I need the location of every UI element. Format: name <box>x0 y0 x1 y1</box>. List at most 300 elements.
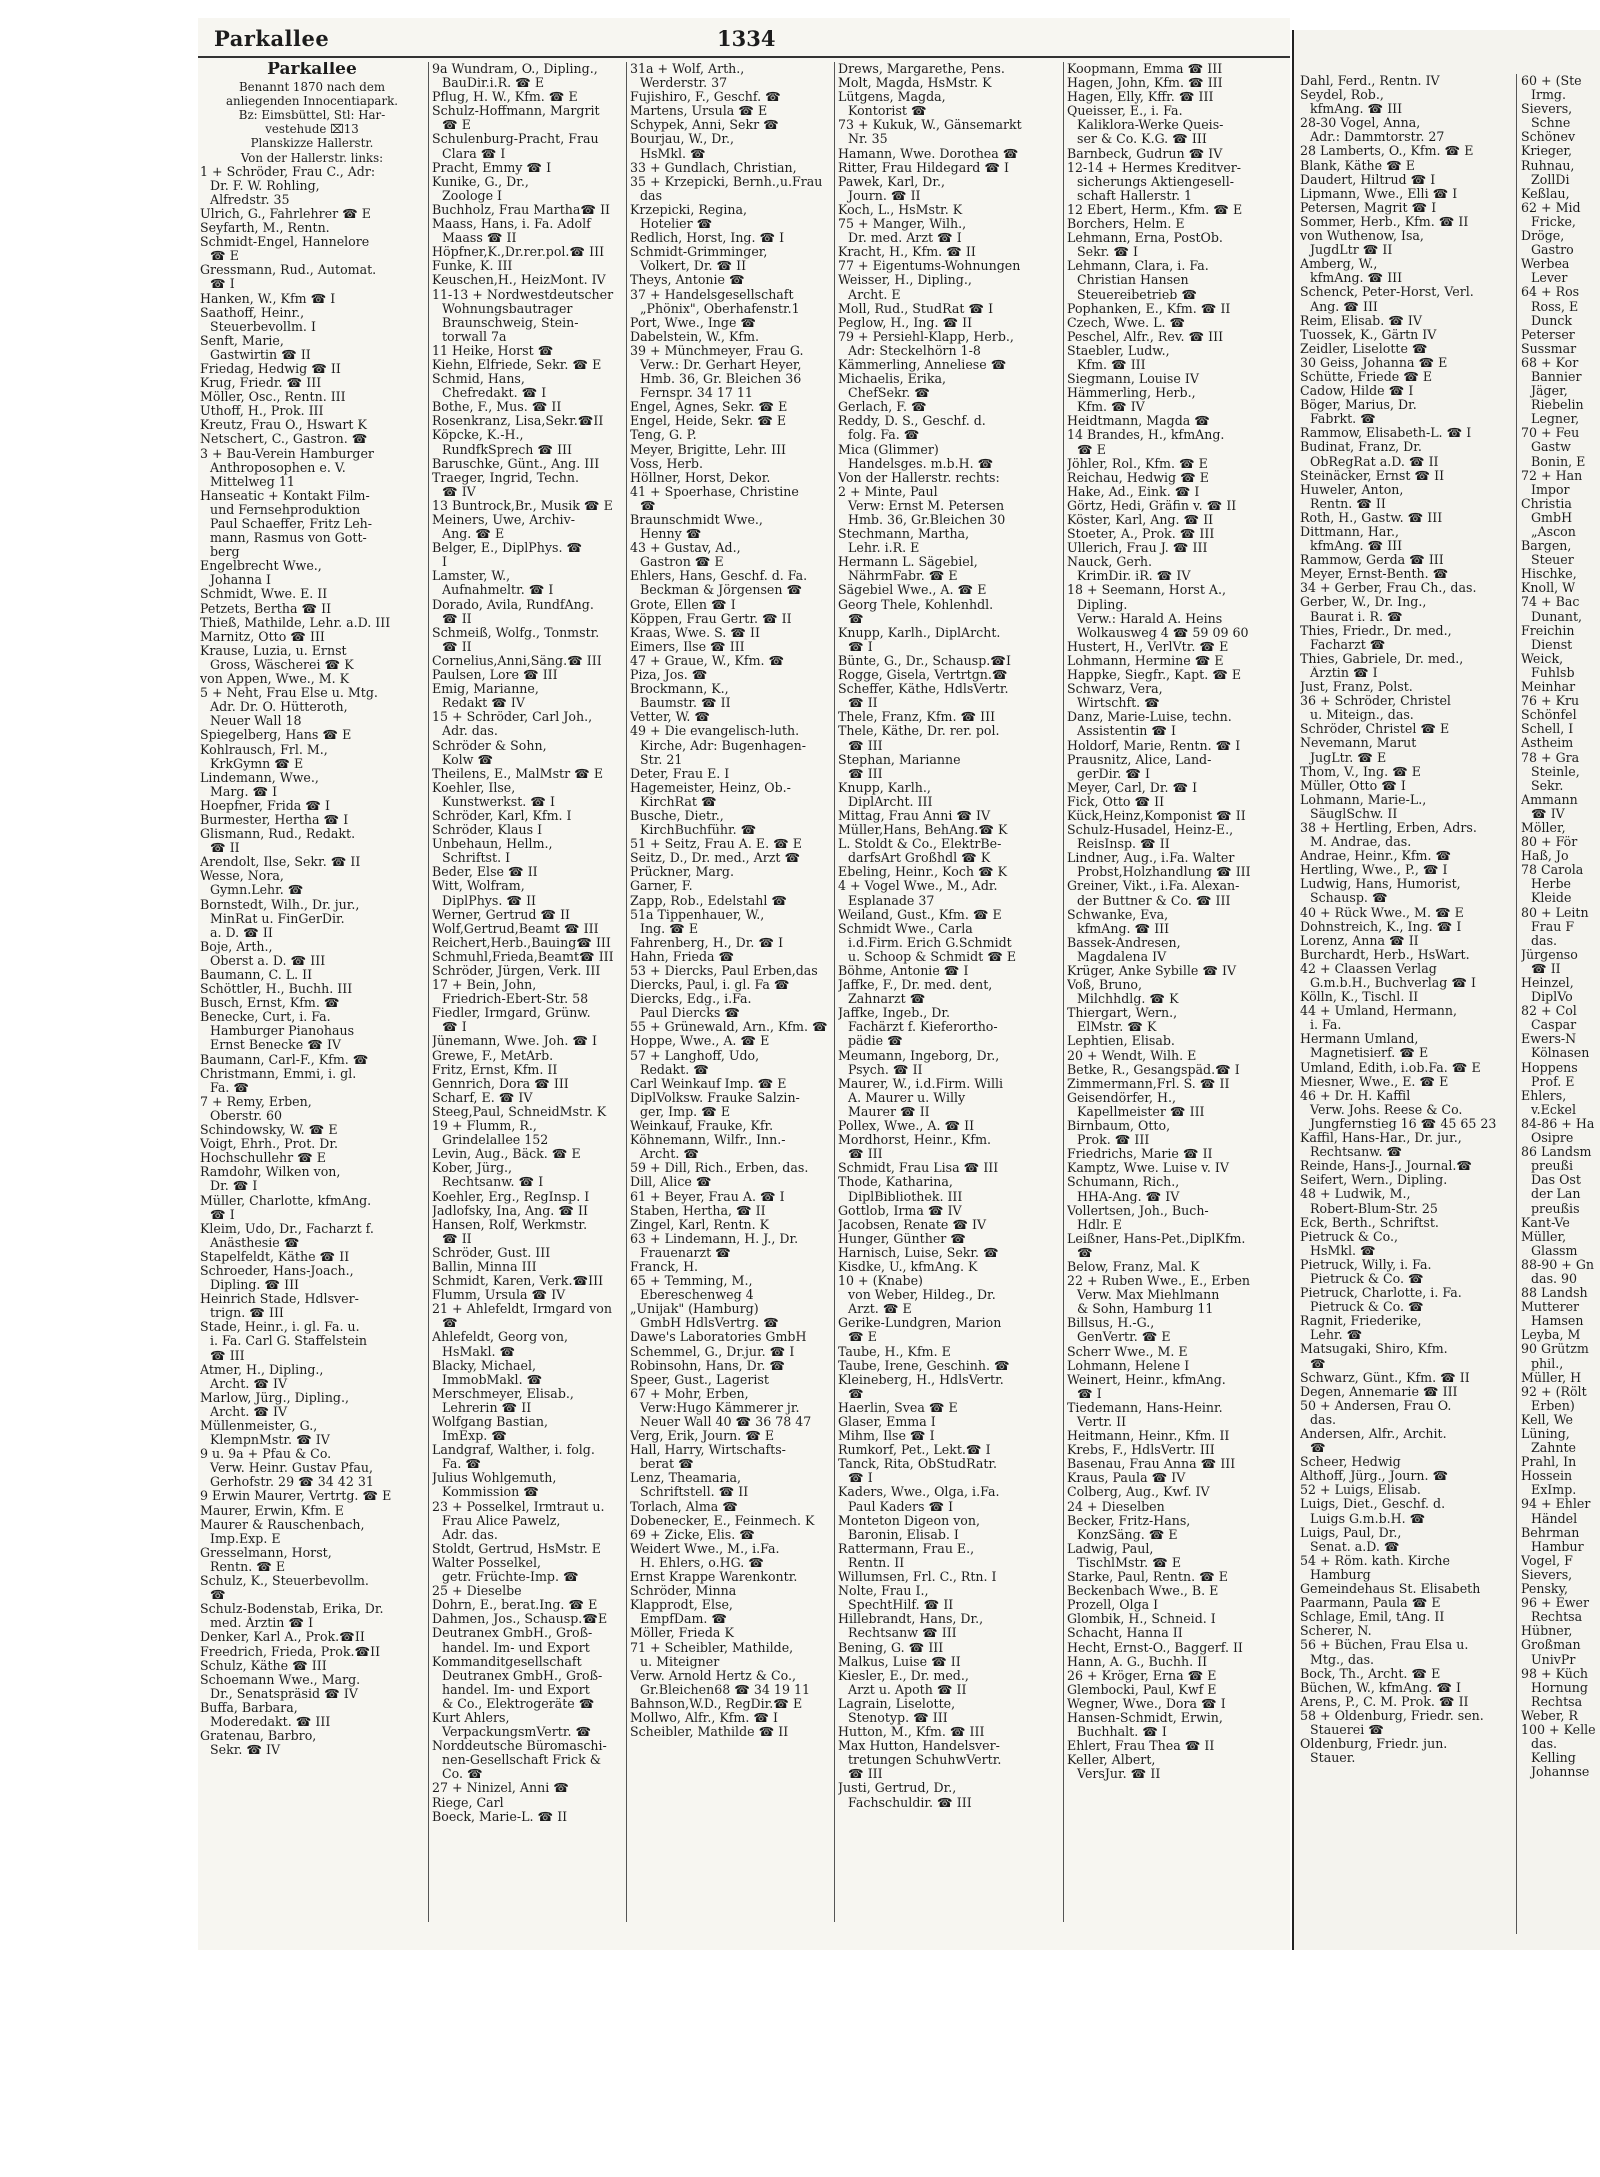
directory-entry: Hahn, Frieda ☎ <box>630 949 735 964</box>
directory-entry: Facharzt ☎ <box>1310 637 1386 652</box>
directory-entry: Maurer, Erwin, Kfm. E <box>200 1503 344 1518</box>
directory-entry: Queisser, E., i. Fa. <box>1067 104 1183 119</box>
directory-entry: Senat. a.D. ☎ <box>1310 1539 1400 1554</box>
directory-entry: Weisser, H., Dipling., <box>838 273 972 288</box>
directory-entry: Dahl, Ferd., Rentn. IV <box>1300 74 1440 88</box>
directory-entry: 65 + Temming, M., <box>630 1274 753 1289</box>
directory-entry: 39 + Münchmeyer, Frau G. <box>630 343 804 358</box>
directory-entry: Fricke, <box>1531 214 1576 229</box>
directory-entry: GenVertr. ☎ E <box>1077 1330 1171 1345</box>
directory-entry: ☎ III <box>848 738 883 753</box>
directory-entry: ☎ IV <box>442 484 476 499</box>
directory-entry: Schulenburg-Pracht, Frau <box>432 132 599 147</box>
directory-entry: Hansen, Rolf, Werkmstr. <box>432 1217 588 1232</box>
directory-entry: ☎ E <box>848 1330 877 1345</box>
directory-entry: von Appen, Wwe., M. K <box>200 672 350 687</box>
directory-entry: Knupp, Karlh., <box>838 780 931 795</box>
directory-entry: Kaders, Wwe., Olga, i.Fa. <box>838 1485 1000 1500</box>
directory-entry: Harnisch, Luise, Sekr. ☎ <box>838 1245 999 1260</box>
directory-entry: Prahl, In <box>1521 1455 1577 1470</box>
directory-entry: Das Ost <box>1531 1173 1581 1188</box>
directory-entry: Lohmann, Hermine ☎ E <box>1067 653 1224 668</box>
directory-entry: 7 + Remy, Erben, <box>200 1094 312 1109</box>
directory-entry: Fahrenberg, H., Dr. ☎ I <box>630 935 784 950</box>
column-7 <box>1521 74 1600 1949</box>
directory-entry: ☎ <box>640 498 656 513</box>
directory-entry: 19 + Flumm, R., <box>432 1119 537 1134</box>
directory-entry: Bannier <box>1531 369 1582 384</box>
directory-entry: Meyer, Brigitte, Lehr. III <box>630 442 787 457</box>
directory-entry: Kraas, Wwe. S. ☎ II <box>630 625 760 640</box>
directory-entry: 47 + Graue, W., Kfm. ☎ <box>630 653 785 668</box>
directory-entry: I <box>442 555 447 570</box>
directory-entry: Leißner, Hans-Pet.,DiplKfm. <box>1067 1231 1246 1246</box>
directory-entry: Kunike, G., Dr., <box>432 174 529 189</box>
directory-entry: HsMakl. ☎ <box>442 1344 516 1359</box>
directory-entry: ☎ II <box>1531 961 1561 976</box>
directory-entry: Prozell, Olga I <box>1067 1598 1159 1613</box>
directory-entry: Pollex, Wwe., A. ☎ II <box>838 1119 975 1134</box>
directory-entry: Engelbrecht Wwe., <box>200 559 322 574</box>
directory-entry: Dr. med. Arzt ☎ I <box>848 231 962 246</box>
directory-entry: 70 + Feu <box>1521 426 1580 441</box>
directory-entry: Ebeling, Heinr., Koch ☎ K <box>838 865 1008 880</box>
directory-entry: Birnbaum, Otto, <box>1067 1119 1171 1134</box>
directory-entry: GmbH <box>1531 510 1573 525</box>
directory-entry: Kurt Ahlers, <box>432 1710 510 1725</box>
directory-entry: Schöttler, H., Buchh. III <box>200 982 353 997</box>
directory-entry: Oberst a. D. ☎ III <box>210 953 326 968</box>
directory-entry: Gymn.Lehr. ☎ <box>210 883 304 898</box>
directory-entry: 84-86 + Ha <box>1521 1116 1595 1131</box>
directory-entry: Thies, Gabriele, Dr. med., <box>1300 651 1464 666</box>
directory-entry: Kleim, Udo, Dr., Facharzt f. <box>200 1221 374 1236</box>
directory-entry: Kunstwerkst. ☎ I <box>442 794 555 809</box>
directory-entry: Neuer Wall 18 <box>210 714 302 729</box>
directory-entry: Just, Franz, Polst. <box>1300 680 1413 695</box>
directory-entry: Reichert,Herb.,Bauing☎ III <box>432 935 611 950</box>
directory-entry: Senft, Marie, <box>200 333 284 348</box>
directory-entry: Co. ☎ <box>442 1767 483 1782</box>
directory-entry: getr. Früchte-Imp. ☎ <box>442 1570 579 1585</box>
directory-entry: Colberg, Aug., Kwf. IV <box>1067 1485 1210 1500</box>
directory-entry: 33 + Gundlach, Christian, <box>630 160 797 175</box>
directory-entry: ☎ II <box>210 841 240 856</box>
directory-entry: 69 + Zicke, Elis. ☎ <box>630 1527 755 1542</box>
directory-entry: Fachärzt f. Kieferortho- <box>848 1020 998 1035</box>
directory-entry: Dr. ☎ I <box>210 1179 258 1194</box>
directory-entry: 21 + Ahlefeldt, Irmgard von <box>432 1302 612 1317</box>
directory-entry: Kfm. ☎ III <box>1077 357 1146 372</box>
directory-entry: Ruhnau, <box>1521 158 1575 173</box>
directory-entry: Hagemeister, Heinz, Ob.- <box>630 780 791 795</box>
directory-entry: Gastw <box>1531 440 1571 455</box>
directory-entry: 49 + Die evangelisch-luth. <box>630 724 800 739</box>
directory-entry: 86 Landsm <box>1521 1145 1592 1160</box>
directory-entry: JugdLtr ☎ II <box>1310 243 1393 258</box>
directory-entry: Maurer ☎ II <box>848 1104 930 1119</box>
directory-entry: Kfm. ☎ IV <box>1077 400 1145 415</box>
directory-entry: Dittmann, Har., <box>1300 525 1400 539</box>
directory-entry: Fabrkt. ☎ <box>1310 412 1376 427</box>
directory-entry: sicherungs Aktiengesell- <box>1077 174 1234 189</box>
directory-entry: Magdalena IV <box>1077 949 1167 964</box>
directory-entry: 80 + För <box>1521 835 1578 850</box>
directory-entry: ☎ I <box>210 277 235 292</box>
directory-entry: Hann, A. G., Buchh. II <box>1067 1654 1208 1669</box>
directory-entry: Arens, P., C. M. Prok. ☎ II <box>1300 1694 1469 1709</box>
directory-entry: Verw.: Dr. Gerhart Heyer, <box>640 357 802 372</box>
directory-entry: Anästhesie ☎ <box>210 1235 300 1250</box>
directory-entry: 2 + Minte, Paul <box>838 484 938 499</box>
directory-entry: Vogel, F <box>1521 1553 1573 1568</box>
directory-entry: ☎ I <box>442 1020 467 1035</box>
directory-entry: Stoeter, A., Prok. ☎ III <box>1067 527 1215 542</box>
directory-entry: ☎ <box>848 1386 864 1401</box>
directory-entry: Arzt u. Apoth ☎ II <box>848 1682 967 1697</box>
directory-entry: M. Andrae, das. <box>1310 835 1412 850</box>
directory-entry: Zoologe I <box>442 188 503 203</box>
directory-entry: L. Stoldt & Co., ElektrBe- <box>838 837 1002 852</box>
directory-entry: Klapprodt, Else, <box>630 1598 733 1613</box>
directory-entry: Steinle, <box>1531 764 1580 779</box>
directory-entry: 9 Erwin Maurer, Vertrtg. ☎ E <box>200 1489 392 1504</box>
directory-entry: Barnbeck, Gudrun ☎ IV <box>1067 146 1223 161</box>
directory-entry: Roth, H., Gastw. ☎ III <box>1300 510 1443 525</box>
directory-entry: Hochschullehr ☎ E <box>200 1151 326 1166</box>
directory-entry: Deutranex GmbH., Groß- <box>432 1626 593 1641</box>
directory-entry: ☎ E <box>442 118 471 133</box>
directory-entry: Grewe, F., MetArb. <box>432 1048 554 1063</box>
directory-entry: Kisdke, U., kfmAng. K <box>838 1259 978 1274</box>
running-head-street: Parkallee <box>214 26 330 51</box>
directory-entry: Dipling. <box>1077 597 1128 612</box>
directory-entry: Verw.: Harald A. Heins <box>1077 611 1223 626</box>
directory-entry: 3 + Bau-Verein Hamburger <box>200 446 374 461</box>
directory-entry: 57 + Langhoff, Udo, <box>630 1048 760 1063</box>
directory-entry: Ladwig, Paul, <box>1067 1541 1154 1556</box>
street-note: anliegenden Innocentiapark. <box>226 94 398 109</box>
directory-entry: Ritter, Frau Hildegard ☎ I <box>838 160 1009 175</box>
directory-entry: 11-13 + Nordwestdeutscher <box>432 287 614 302</box>
directory-entry: der Lan <box>1531 1187 1581 1202</box>
directory-entry: Thele, Käthe, Dr. rer. pol. <box>838 724 1000 739</box>
column-2 <box>432 62 623 1937</box>
directory-entry: A. Maurer u. Willy <box>848 1090 966 1105</box>
directory-entry: Kohlrausch, Frl. M., <box>200 742 328 757</box>
directory-entry: KonzSäng. ☎ E <box>1077 1527 1178 1542</box>
directory-entry: UnivPr <box>1531 1652 1576 1667</box>
directory-entry: 72 + Han <box>1521 468 1583 483</box>
directory-entry: Blank, Käthe ☎ E <box>1300 158 1415 173</box>
directory-entry: schaft Hallerstr. 1 <box>1077 188 1193 203</box>
directory-entry: Lütgens, Magda, <box>838 90 946 105</box>
directory-entry: KirchRat ☎ <box>640 794 717 809</box>
directory-entry: Billsus, H.-G., <box>1067 1316 1155 1331</box>
directory-entry: Werner, Gertrud ☎ II <box>432 907 571 922</box>
directory-entry: 78 Carola <box>1521 863 1584 878</box>
directory-entry: KlempnMstr. ☎ IV <box>210 1433 330 1448</box>
street-note: Bz: Eimsbüttel, Stl: Har- <box>238 108 386 123</box>
column-4 <box>838 62 1060 1937</box>
directory-entry: Tuossek, K., Gärtn IV <box>1300 327 1437 342</box>
directory-entry: Gresselmann, Horst, <box>200 1545 332 1560</box>
directory-entry: Geisendörfer, H., <box>1067 1090 1176 1105</box>
directory-entry: Greiner, Vikt., i.Fa. Alexan- <box>1067 879 1240 894</box>
directory-entry: Rattermann, Frau E., <box>838 1541 975 1556</box>
directory-entry: Sägebiel Wwe., A. ☎ E <box>838 583 987 598</box>
directory-entry: 31a + Wolf, Arth., <box>630 62 745 76</box>
directory-entry: Bothe, F., Mus. ☎ II <box>432 400 562 415</box>
directory-entry: Lohmann, Marie-L., <box>1300 792 1427 807</box>
directory-entry: MinRat u. FinGerDir. <box>210 911 345 926</box>
directory-entry: Voss, Herb. <box>630 456 703 471</box>
directory-entry: Baumstr. ☎ II <box>640 696 731 711</box>
directory-entry: Eck, Berth., Schriftst. <box>1300 1215 1439 1230</box>
directory-entry: 88 Landsh <box>1521 1286 1588 1301</box>
directory-entry: Sussmar <box>1521 341 1577 356</box>
directory-entry: 59 + Dill, Rich., Erben, das. <box>630 1161 809 1176</box>
directory-entry: Kölln, K., Tischl. II <box>1300 990 1419 1005</box>
directory-entry: Krieger, <box>1521 144 1573 159</box>
directory-entry: Osipre <box>1531 1131 1574 1146</box>
directory-entry: Scheibler, Mathilde ☎ II <box>630 1725 789 1740</box>
directory-entry: Schausp. ☎ <box>1310 891 1388 906</box>
directory-entry: Glismann, Rud., Redakt. <box>200 827 356 842</box>
directory-entry: das. <box>1531 933 1558 948</box>
directory-entry: Hambur <box>1531 1539 1584 1554</box>
directory-entry: Hagen, John, Kfm. ☎ III <box>1067 76 1223 91</box>
directory-entry: Zeidler, Liselotte ☎ <box>1300 341 1428 356</box>
directory-entry: Kelling <box>1531 1751 1576 1766</box>
directory-entry: Zapp, Rob., Edelstahl ☎ <box>630 893 788 908</box>
directory-entry: Heinrich Stade, Hdlsver- <box>200 1292 359 1307</box>
directory-entry: Denker, Karl A., Prok.☎II <box>200 1630 365 1645</box>
directory-entry: Kiehn, Elfriede, Sekr. ☎ E <box>432 357 602 372</box>
directory-entry: Möller, <box>1521 820 1566 835</box>
directory-entry: Heinzel, <box>1521 976 1574 990</box>
directory-entry: 48 + Ludwik, M., <box>1300 1187 1411 1202</box>
directory-entry: Keuschen,H., HeizMont. IV <box>432 273 606 288</box>
directory-entry: Verg, Erik, Journ. ☎ E <box>630 1429 775 1444</box>
directory-entry: Robert-Blum-Str. 25 <box>1310 1201 1438 1216</box>
directory-entry: Händel <box>1531 1511 1578 1526</box>
directory-entry: 40 + Rück Wwe., M. ☎ E <box>1300 905 1464 920</box>
directory-entry: Gressmann, Rud., Automat. <box>200 263 377 278</box>
directory-entry: handel. Im- und Export <box>442 1640 590 1655</box>
directory-entry: ☎ I <box>848 639 873 654</box>
directory-entry: i. Fa. <box>1310 1018 1342 1033</box>
directory-entry: Köhnemann, Wilfr., Inn.- <box>630 1133 786 1148</box>
directory-entry: 23 + Posselkel, Irmtraut u. <box>432 1499 605 1514</box>
directory-entry: Kirche, Adr: Bugenhagen- <box>640 738 806 753</box>
directory-entry: Lindemann, Wwe., <box>200 770 319 785</box>
directory-entry: Franck, H. <box>630 1259 699 1274</box>
directory-entry: 25 + Dieselbe <box>432 1584 522 1599</box>
directory-entry: tretungen SchuhwVertr. <box>848 1753 1002 1768</box>
directory-entry: Köpcke, K.-H., <box>432 428 524 443</box>
directory-entry: Matsugaki, Shiro, Kfm. <box>1300 1342 1448 1357</box>
directory-entry: 71 + Scheibler, Mathilde, <box>630 1640 794 1655</box>
directory-entry: Carl Weinkauf Imp. ☎ E <box>630 1076 787 1091</box>
directory-entry: Chefredakt. ☎ I <box>442 386 547 401</box>
directory-entry: Kapellmeister ☎ III <box>1077 1104 1205 1119</box>
directory-entry: Starke, Paul, Rentn. ☎ E <box>1067 1570 1228 1585</box>
directory-entry: ChefSekr. ☎ <box>848 386 930 401</box>
directory-entry: Stephan, Marianne <box>838 752 961 767</box>
directory-entry: Dipling. ☎ III <box>210 1278 300 1293</box>
directory-entry: Rechtsanw ☎ III <box>848 1626 957 1641</box>
directory-entry: Becker, Fritz-Hans, <box>1067 1513 1191 1528</box>
directory-entry: Journ. ☎ II <box>848 188 921 203</box>
directory-entry: 28 Lamberts, O., Kfm. ☎ E <box>1300 144 1474 159</box>
directory-entry: HsMkl. ☎ <box>1310 1243 1376 1258</box>
directory-entry: Schlage, Emil, tAng. II <box>1300 1610 1445 1625</box>
directory-entry: Steuer <box>1531 553 1574 568</box>
directory-entry: Fuhlsb <box>1531 665 1575 680</box>
directory-entry: Verw. Arnold Hertz & Co., <box>630 1668 796 1683</box>
directory-entry: Lephtien, Elisab. <box>1067 1034 1175 1049</box>
directory-entry: Betke, R., Gesangspäd.☎ I <box>1067 1062 1240 1077</box>
directory-entry: Hanken, W., Kfm ☎ I <box>200 291 336 306</box>
directory-entry: Wolf,Gertrud,Beamt ☎ III <box>432 921 599 936</box>
directory-entry: Pophanken, E., Kfm. ☎ II <box>1067 301 1231 316</box>
column-1-entries <box>200 165 424 1758</box>
directory-entry: Maass ☎ II <box>442 231 517 246</box>
directory-entry: Kaffil, Hans-Har., Dr. jur., <box>1300 1131 1462 1146</box>
directory-entry: ger, Imp. ☎ E <box>640 1104 731 1119</box>
directory-entry: Haß, Jo <box>1521 849 1569 864</box>
directory-entry: Ross, E <box>1531 299 1579 314</box>
directory-entry: Caspar <box>1531 1018 1577 1033</box>
directory-entry: Baronin, Elisab. I <box>848 1527 959 1542</box>
directory-entry: phil., <box>1531 1356 1564 1371</box>
directory-entry: Gerlach, F. ☎ <box>838 400 927 415</box>
directory-entry: Lehmann, Clara, i. Fa. <box>1067 259 1209 274</box>
directory-entry: Dunck <box>1531 313 1573 328</box>
directory-entry: Johanna I <box>210 573 271 588</box>
directory-entry: kfmAng. ☎ III <box>1310 539 1403 554</box>
directory-entry: Alfredstr. 35 <box>210 192 290 207</box>
directory-entry: Schütte, Friede ☎ E <box>1300 369 1433 384</box>
directory-entry: 88-90 + Gn <box>1521 1257 1595 1272</box>
directory-entry: Sievers, <box>1521 102 1573 117</box>
directory-entry: Lever <box>1531 271 1568 286</box>
directory-entry: Martens, Ursula ☎ E <box>630 104 768 119</box>
directory-entry: Koehler, Ilse, <box>432 780 516 795</box>
directory-entry: Paarmann, Paula ☎ E <box>1300 1596 1441 1611</box>
directory-entry: Meyer, Ernst-Benth. ☎ <box>1300 567 1449 582</box>
directory-entry: 46 + Dr. H. Kaffil <box>1300 1088 1411 1103</box>
directory-entry: Köster, Karl, Ang. ☎ II <box>1067 513 1214 527</box>
directory-entry: Ernst Benecke ☎ IV <box>210 1038 342 1053</box>
directory-entry: Budinat, Franz, Dr. <box>1300 440 1422 455</box>
directory-entry: Höpfner,K.,Dr.rer.pol.☎ III <box>432 245 605 260</box>
directory-entry: Psych. ☎ II <box>848 1062 923 1077</box>
directory-entry: Bonin, E <box>1531 454 1586 469</box>
directory-entry: Schell, I <box>1521 722 1574 737</box>
column-5 <box>1067 62 1288 1937</box>
directory-entry: Luigs, Paul, Dr., <box>1300 1525 1402 1540</box>
directory-entry: Bock, Th., Archt. ☎ E <box>1300 1666 1441 1681</box>
directory-entry: Holdorf, Marie, Rentn. ☎ I <box>1067 738 1241 753</box>
directory-entry: ☎ I <box>210 1207 235 1222</box>
directory-entry: Hall, Harry, Wirtschafts- <box>630 1443 786 1458</box>
directory-entry: EmpfDam. ☎ <box>640 1612 728 1627</box>
directory-entry: 82 + Col <box>1521 1004 1577 1019</box>
directory-entry: Dienst <box>1531 637 1573 652</box>
directory-entry: Schoemann Wwe., Marg. <box>200 1672 361 1687</box>
directory-entry: Böhme, Antonie ☎ I <box>838 964 969 978</box>
directory-entry: Müller, Charlotte, kfmAng. <box>200 1193 372 1208</box>
directory-entry: Jäger, <box>1531 384 1568 399</box>
directory-entry: Probst,Holzhandlung ☎ III <box>1077 865 1251 880</box>
directory-entry: Robinsohn, Hans, Dr. ☎ <box>630 1358 786 1373</box>
directory-entry: 60 + (Ste <box>1521 74 1582 88</box>
directory-entry: Schroeder, Hans-Joach., <box>200 1263 354 1278</box>
directory-entry: Großman <box>1521 1638 1581 1653</box>
directory-entry: 1 + Schröder, Frau C., Adr: <box>200 164 376 179</box>
directory-entry: Prückner, Marg. <box>630 865 734 880</box>
directory-entry: Möller, Osc., Rentn. III <box>200 390 346 405</box>
directory-entry: Traeger, Ingrid, Techn. <box>432 470 579 485</box>
directory-entry: v.Eckel <box>1531 1102 1576 1117</box>
directory-entry: 35 + Krzepicki, Bernh.,u.Frau <box>630 174 823 189</box>
directory-entry: Weinkauf, Frauke, Kfr. <box>630 1119 774 1134</box>
directory-entry: berat ☎ <box>640 1457 694 1472</box>
directory-entry: Krebs, F., HdlsVertr. III <box>1067 1443 1215 1458</box>
directory-entry: 56 + Büchen, Frau Elsa u. <box>1300 1638 1469 1653</box>
directory-entry: Kommanditgesellschaft <box>432 1654 582 1669</box>
directory-entry: Lohmann, Helene I <box>1067 1358 1190 1373</box>
directory-entry: Borchers, Helm. E <box>1067 217 1185 232</box>
directory-entry: Meyer, Carl, Dr. ☎ I <box>1067 780 1198 795</box>
directory-entry: Dr. F. W. Rohling, <box>210 178 320 193</box>
directory-entry: Pracht, Emmy ☎ I <box>432 160 552 175</box>
directory-entry: Clara ☎ I <box>442 146 506 161</box>
directory-entry: „Ascon <box>1531 525 1576 539</box>
directory-entry: Neuer Wall 40 ☎ 36 78 47 <box>640 1415 812 1429</box>
directory-entry: 42 + Claassen Verlag <box>1300 961 1437 976</box>
directory-entry: Fick, Otto ☎ II <box>1067 794 1165 809</box>
directory-entry: Atmer, H., Dipling., <box>200 1362 324 1377</box>
directory-entry: Below, Franz, Mal. K <box>1067 1259 1200 1274</box>
directory-entry: Andersen, Alfr., Archit. <box>1300 1427 1447 1441</box>
directory-entry: Lamster, W., <box>432 569 511 584</box>
directory-entry: 54 + Röm. kath. Kirche <box>1300 1553 1450 1568</box>
directory-entry: Schemmel, G., Dr.jur. ☎ I <box>630 1344 795 1359</box>
directory-entry: Kreutz, Frau O., Hswart K <box>200 418 367 433</box>
directory-entry: u. Miteign., das. <box>1310 708 1414 723</box>
directory-entry: Pawek, Karl, Dr., <box>838 174 945 189</box>
directory-entry: Verw. Heinr. Gustav Pfau, <box>210 1461 373 1476</box>
directory-entry: ElMstr. ☎ K <box>1077 1020 1157 1035</box>
directory-entry: Schenck, Peter-Horst, Verl. <box>1300 285 1474 300</box>
directory-entry: Schmeiß, Wolfg., Tonmstr. <box>432 625 600 640</box>
directory-entry: Baumann, C. L. II <box>200 968 313 982</box>
directory-entry: Johannse <box>1531 1765 1590 1780</box>
directory-entry: Dröge, <box>1521 229 1565 244</box>
directory-entry: Bahnson,W.D., RegDir.☎ E <box>630 1696 803 1711</box>
directory-entry: Magnetisierf. ☎ E <box>1310 1046 1429 1061</box>
directory-entry: Ang. ☎ III <box>1310 299 1378 314</box>
directory-entry: ☎ <box>210 1588 226 1603</box>
directory-entry: Schmidt-Grimminger, <box>630 245 768 260</box>
column-6 <box>1300 74 1510 1949</box>
directory-entry: Hossein <box>1521 1469 1573 1484</box>
directory-entry: 79 + Persiehl-Klapp, Herb., <box>838 329 1014 344</box>
directory-entry: 73 + Kukuk, W., Gänsemarkt <box>838 118 1022 133</box>
